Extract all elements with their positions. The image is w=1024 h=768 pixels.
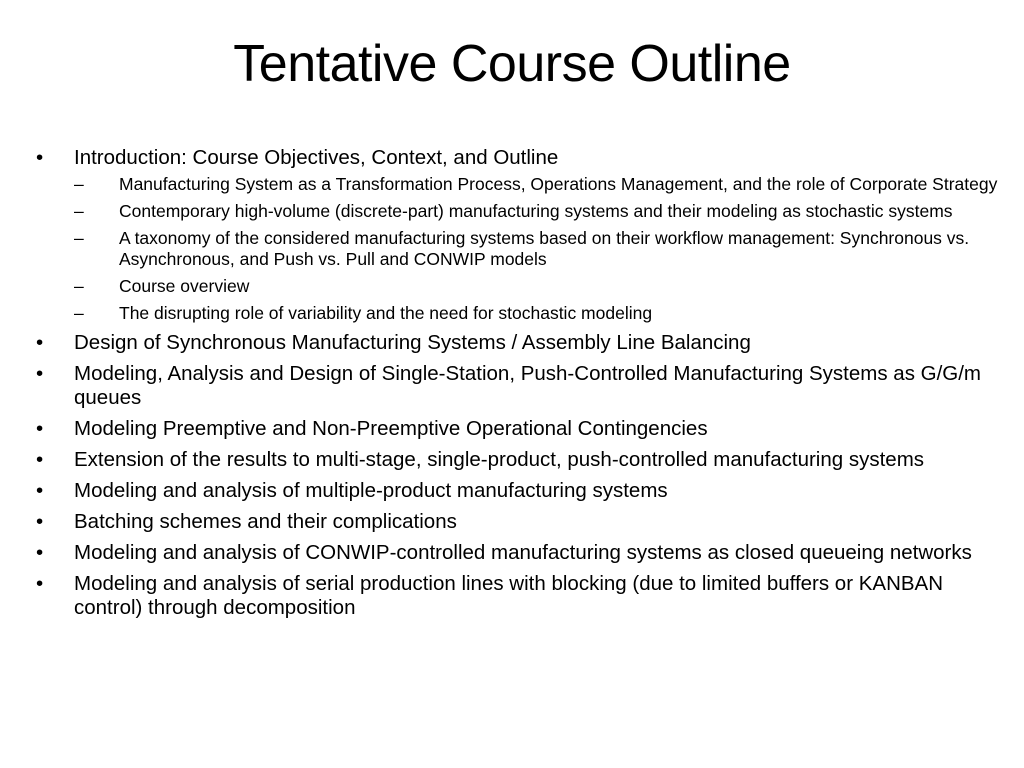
list-item <box>36 331 1006 355</box>
bullet-icon: • <box>36 417 44 440</box>
dash-icon: – <box>74 276 84 296</box>
bullet-icon: • <box>36 541 44 564</box>
list-item-text: Modeling and analysis of multiple-product manufacturing systems <box>74 479 668 502</box>
list-item-text: Modeling and analysis of CONWIP-controlled manufacturing systems as closed queueing networks <box>74 541 972 564</box>
dash-icon: – <box>74 303 84 323</box>
sub-list-item <box>74 303 1006 324</box>
bullet-icon: • <box>36 510 44 533</box>
list-item-text: Modeling and analysis of serial production lines with blocking (due to limited buffers or KANBAN control) through decomposition <box>74 572 944 619</box>
sub-list-item-text: Contemporary high-volume (discrete-part) manufacturing systems and their modeling as stochastic systems <box>119 201 953 221</box>
sub-list-item-text: Course overview <box>119 276 250 296</box>
dash-icon: – <box>74 174 84 194</box>
list-item <box>36 448 1006 472</box>
list-item-text: Design of Synchronous Manufacturing Systems / Assembly Line Balancing <box>74 331 751 354</box>
list-item-text: Batching schemes and their complications <box>74 510 457 533</box>
slide-title: Tentative Course Outline <box>233 35 791 93</box>
sub-list-item <box>74 228 1006 270</box>
list-item-text: Extension of the results to multi-stage, single-product, push-controlled manufacturing systems <box>74 448 925 471</box>
sub-list-item <box>74 201 1006 222</box>
sub-list <box>74 174 1006 324</box>
sub-list-item <box>74 174 1006 195</box>
list-item-text: Modeling, Analysis and Design of Single-Station, Push-Controlled Manufacturing Systems as G/G/m queues <box>74 362 981 409</box>
bullet-icon: • <box>36 448 44 471</box>
slide-content <box>36 146 1006 627</box>
bullet-icon: • <box>36 331 44 354</box>
bullet-icon: • <box>36 362 44 385</box>
sub-list-item-text: The disrupting role of variability and the need for stochastic modeling <box>119 303 653 323</box>
list-item <box>36 146 1006 324</box>
list-item <box>36 479 1006 503</box>
bullet-icon: • <box>36 572 44 595</box>
list-item <box>36 362 1006 410</box>
list-item <box>36 572 1006 620</box>
list-item <box>36 417 1006 441</box>
sub-list-item-text: A taxonomy of the considered manufacturing systems based on their workflow management: Synchronous vs. Asynchronous, and Push vs. Pull and CONWIP models <box>119 228 970 269</box>
list-item-text: Modeling Preemptive and Non-Preemptive Operational Contingencies <box>74 417 708 440</box>
dash-icon: – <box>74 201 84 221</box>
list-item-text: Introduction: Course Objectives, Context, and Outline <box>74 146 559 169</box>
dash-icon: – <box>74 228 84 248</box>
list-item <box>36 541 1006 565</box>
bullet-icon: • <box>36 479 44 502</box>
sub-list-item <box>74 276 1006 297</box>
list-item <box>36 510 1006 534</box>
outline-list <box>36 146 1006 620</box>
sub-list-item-text: Manufacturing System as a Transformation Process, Operations Management, and the role of Corporate Strategy <box>119 174 998 194</box>
bullet-icon: • <box>36 146 44 169</box>
